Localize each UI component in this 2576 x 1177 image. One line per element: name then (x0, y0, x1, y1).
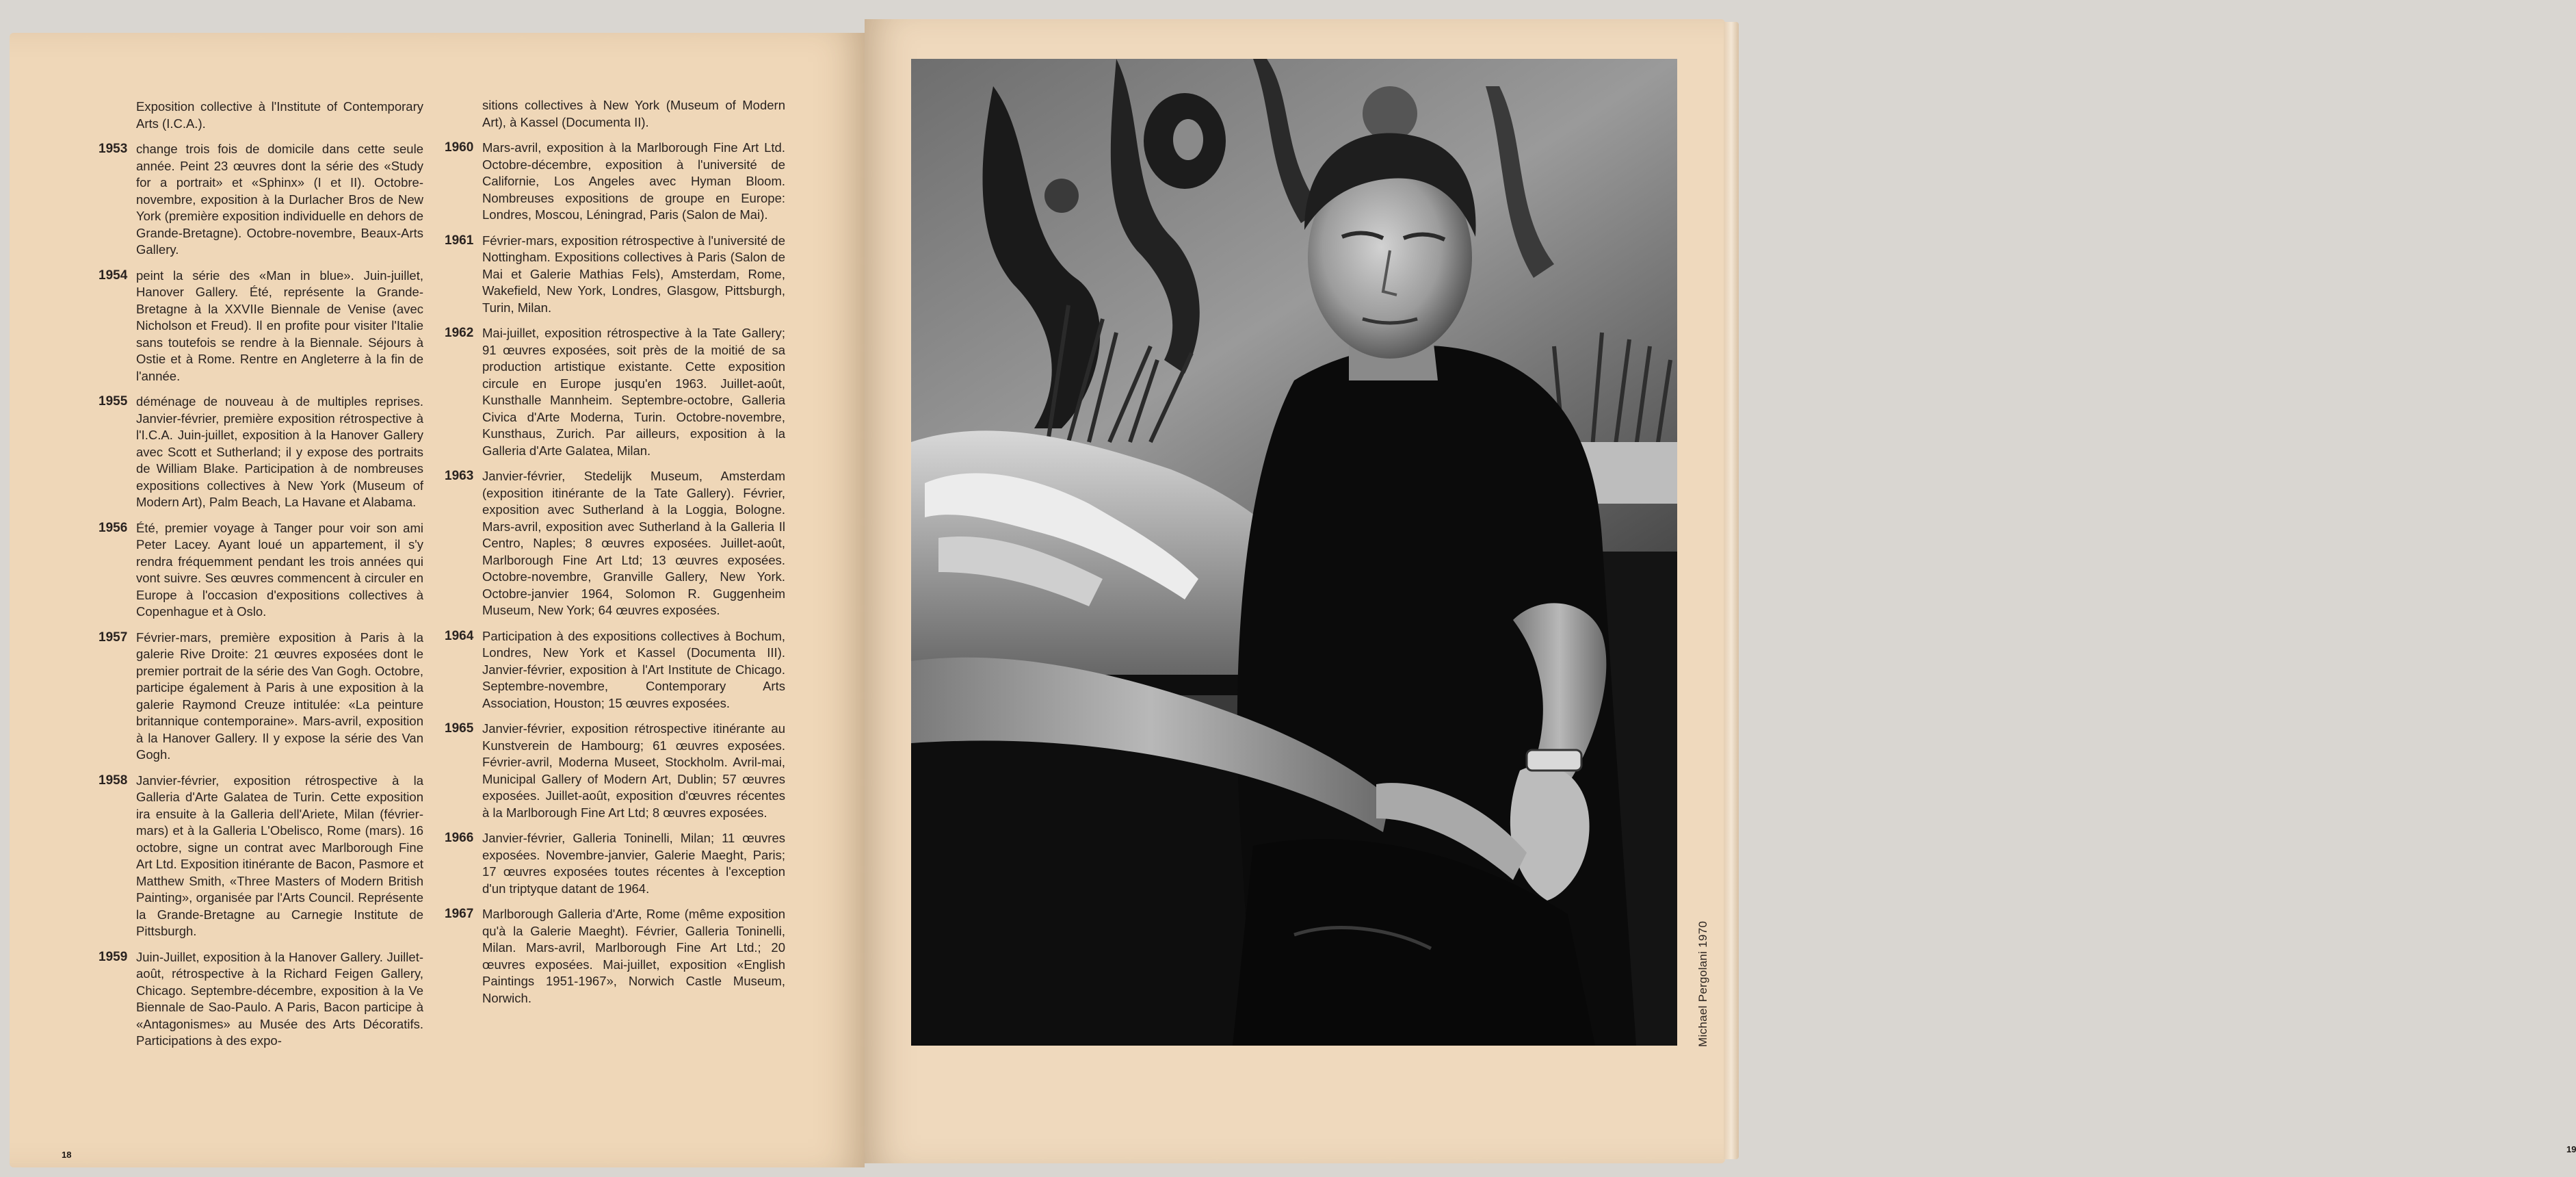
entry-text: Marlborough Galleria d'Arte, Rome (même exposition qu'à la Galerie Maeght). Février, Galleria Toninelli, Milan. Mars-avril, Marlborough Fine Art Ltd.; 20 œuvres exposées. Mai-juillet, exposition «English Paintings 1951-1967», Norwich Castle Museum, Norwich. (482, 907, 785, 1005)
entry-text: déménage de nouveau à de multiples reprises. Janvier-février, première exposition rétrospective à l'I.C.A. Juin-juillet, exposition à la Hanover Gallery avec Scott et Sutherland; il y expose des portraits de William Blake. Participation à de nombreuses expositions collectives à New York (Museum of Modern Art), Palm Beach, La Havane et Alabama. (136, 394, 423, 509)
photo-illustration (911, 59, 1677, 1046)
entry-year: 1965 (445, 721, 474, 736)
entry-year: 1967 (445, 907, 474, 921)
chronology-column-a (98, 99, 423, 1059)
entry-year: 1956 (98, 520, 128, 535)
chronology-entry (98, 268, 423, 385)
chronology-column-b (445, 97, 785, 1016)
entry-year: 1962 (445, 326, 474, 340)
entry-year: 1964 (445, 628, 474, 643)
chronology-entry (98, 630, 423, 764)
entry-text: Février-mars, première exposition à Paris à la galerie Rive Droite: 21 œuvres exposées dont le premier portrait de la série des Van Gogh. Octobre, participe également à Paris à une exposition à la galerie Raymond Creuze intitulée: «La peinture britannique contemporaine». Mars-avril, exposition à la Hanover Gallery. Il y expose la série des Van Gogh. (136, 630, 423, 762)
entry-year: 1958 (98, 773, 128, 788)
entry-year: 1954 (98, 268, 128, 283)
page-number-left: 18 (62, 1150, 72, 1160)
entry-text: Exposition collective à l'Institute of Contemporary Arts (I.C.A.). (136, 99, 423, 131)
entry-year: 1955 (98, 394, 128, 409)
chronology-entry (445, 906, 785, 1007)
chronology-entry (98, 949, 423, 1050)
left-page (10, 33, 865, 1167)
entry-text: sitions collectives à New York (Museum of Modern Art), à Kassel (Documenta II). (482, 98, 785, 129)
entry-text: peint la série des «Man in blue». Juin-juillet, Hanover Gallery. Été, représente la Grande-Bretagne à la XXVIIe Biennale de Venise (avec Nicholson et Freud). Il en profite pour visiter l'Italie sans toutefois se rendre à la Biennale. Séjours à Ostie et à Rome. Rentre en Angleterre à la fin de l'année. (136, 268, 423, 383)
photo-credit: Michael Pergolani 1970 (1696, 920, 1709, 1047)
artist-photograph (911, 59, 1677, 1046)
entry-year: 1953 (98, 142, 128, 156)
chronology-entry (445, 97, 785, 131)
entry-year: 1963 (445, 469, 474, 483)
chronology-entry (98, 773, 423, 940)
entry-text: Juin-Juillet, exposition à la Hanover Gallery. Juillet-août, rétrospective à la Richard Feigen Gallery, Chicago. Septembre-décembre, exposition à la Ve Biennale de Sao-Paulo. A Paris, Bacon participe à «Antagonismes» au Musée des Arts Décoratifs. Participations à des expo- (136, 949, 423, 1048)
entry-year: 1957 (98, 630, 128, 645)
entry-text: Janvier-février, exposition rétrospective itinérante au Kunstverein de Hambourg; 61 œuvres exposées. Février-avril, Moderna Museet, Stockholm. Avril-mai, Municipal Gallery of Modern Art, Dublin; 57 œuvres exposées. Juillet-août, exposition d'œuvres récentes à la Marlborough Fine Art Ltd; 8 œuvres exposées. (482, 721, 785, 820)
entry-text: change trois fois de domicile dans cette seule année. Peint 23 œuvres dont la série des «Study for a portrait» et «Sphinx» (I et II). Octobre-novembre, exposition à la Durlacher Bros de New York (première exposition individuelle en dehors de Grande-Bretagne). Octobre-novembre, Beaux-Arts Gallery. (136, 142, 423, 257)
entry-year: 1959 (98, 949, 128, 964)
entry-text: Mai-juillet, exposition rétrospective à la Tate Gallery; 91 œuvres exposées, soit près de la moitié de sa production artistique existante. Cette exposition circule en Europe jusqu'en 1963. Juillet-août, Kunsthalle Mannheim. Septembre-octobre, Galleria Civica d'Arte Moderna, Turin. Octobre-novembre, Kunsthaus, Zurich. Par ailleurs, exposition à la Galleria d'Arte Galatea, Milan. (482, 326, 785, 458)
entry-year: 1961 (445, 233, 474, 248)
entry-text: Janvier-février, exposition rétrospective à la Galleria d'Arte Galatea de Turin. Cette exposition ira ensuite à la Galleria dell'Ariete, Milan (février-mars) et à la Galleria L'Obelisco, Rome (mars). 16 octobre, signe un contrat avec Marlborough Fine Art Ltd. Exposition itinérante de Bacon, Pasmore et Matthew Smith, «Three Masters of Modern British Painting», organisée par l'Arts Council. Représente la Grande-Bretagne au Carnegie Institute de Pittsburgh. (136, 773, 423, 938)
chronology-entry (445, 721, 785, 821)
entry-text: Participation à des expositions collectives à Bochum, Londres, New York et Kassel (Documenta III). Janvier-février, exposition à l'Art Institute de Chicago. Septembre-novembre, Contemporary Arts Association, Houston; 15 œuvres exposées. (482, 628, 785, 710)
chronology-entry (445, 140, 785, 224)
chronology-entry (98, 141, 423, 259)
entry-text: Janvier-février, Galleria Toninelli, Milan; 11 œuvres exposées. Novembre-janvier, Galerie Maeght, Paris; 17 œuvres exposées toutes récentes à l'exception d'un triptyque datant de 1964. (482, 831, 785, 896)
chronology-entry (445, 468, 785, 619)
entry-year: 1966 (445, 831, 474, 845)
page-edge (1724, 22, 1739, 1159)
page-number-right: 19 (2566, 1144, 2576, 1154)
entry-year: 1960 (445, 140, 474, 155)
chronology-entry (445, 325, 785, 459)
entry-text: Février-mars, exposition rétrospective à l'université de Nottingham. Expositions collectives à Paris (Salon de Mai et Galerie Mathias Fels), Amsterdam, Rome, Wakefield, New York, Londres, Glasgow, Pittsburgh, Turin, Milan. (482, 233, 785, 315)
entry-text: Mars-avril, exposition à la Marlborough Fine Art Ltd. Octobre-décembre, exposition à l'université de Californie, Los Angeles avec Hyman Bloom. Nombreuses expositions de groupe en Europe: Londres, Moscou, Léningrad, Paris (Salon de Mai). (482, 140, 785, 222)
chronology-entry (445, 233, 785, 317)
chronology-entry (98, 520, 423, 621)
chronology-entry (445, 628, 785, 712)
chronology-entry (445, 830, 785, 897)
entry-text: Janvier-février, Stedelijk Museum, Amsterdam (exposition itinérante de la Tate Gallery). Février, exposition avec Sutherland à la Loggia, Bologne. Mars-avril, exposition avec Sutherland à la Galleria Il Centro, Naples; 8 œuvres exposées. Juillet-août, Marlborough Fine Art Ltd; 13 œuvres exposées. Octobre-novembre, Granville Gallery, New York. Octobre-janvier 1964, Solomon R. Guggenheim Museum, New York; 64 œuvres exposées. (482, 469, 785, 617)
entry-text: Été, premier voyage à Tanger pour voir son ami Peter Lacey. Ayant loué un appartement, il s'y rendra fréquemment pendant les trois années qui vont suivre. Ses œuvres commencent à circuler en Europe à l'occasion d'expositions collectives à Copenhague et à Oslo. (136, 520, 423, 619)
chronology-entry (98, 99, 423, 132)
chronology-entry (98, 393, 423, 511)
